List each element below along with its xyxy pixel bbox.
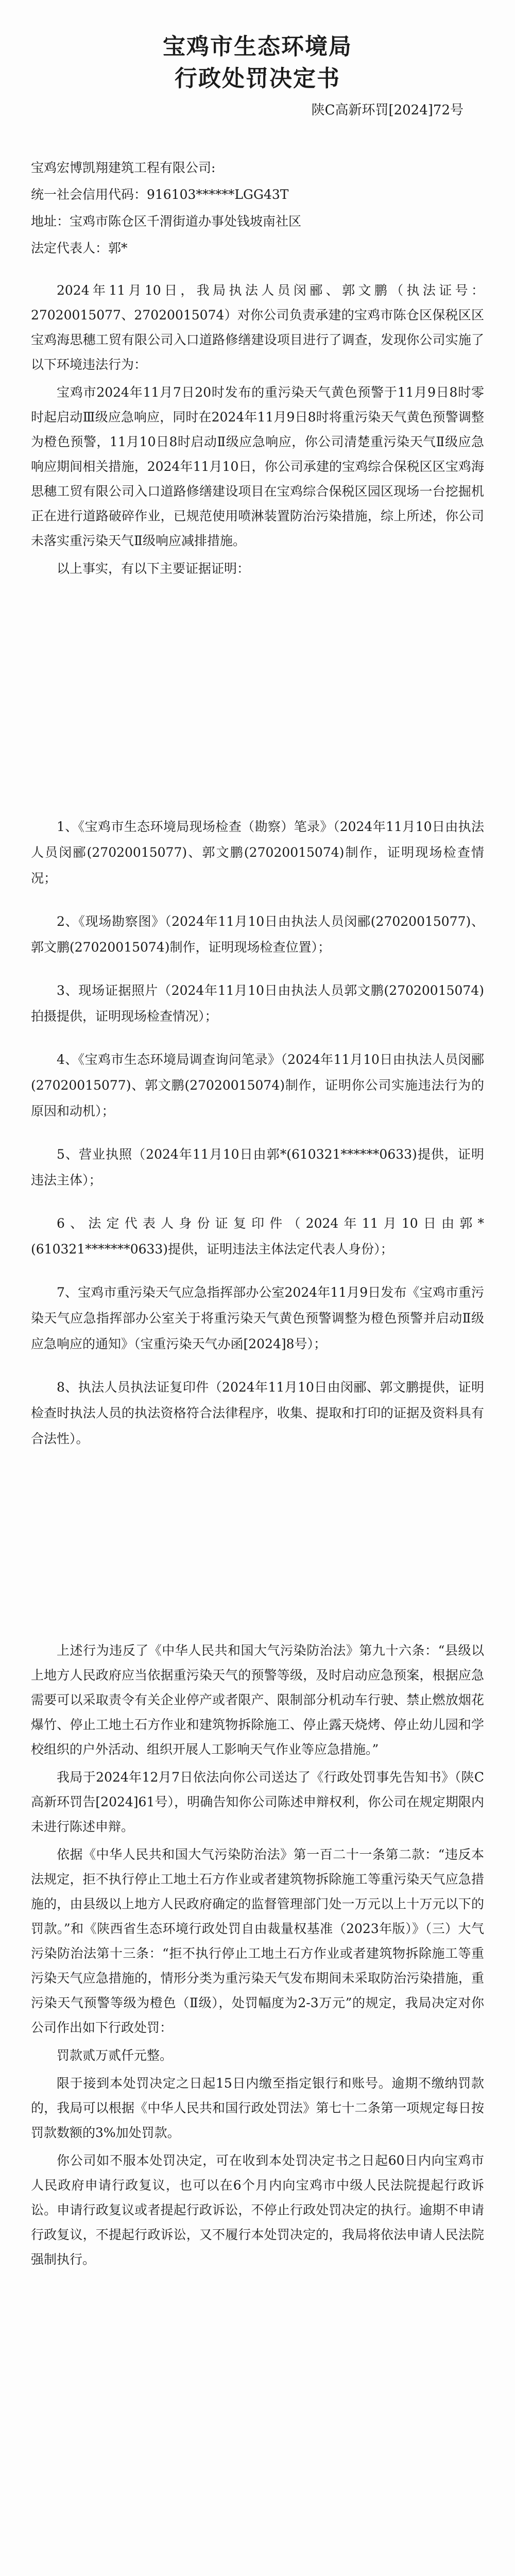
party-legal-rep: 法定代表人：郭* (31, 241, 128, 256)
evidence-item: 3、现场证据照片（2024年11月10日由执法人员郭文鹏(27020015074)拍摄提供，证明现场检查情况）； (31, 983, 484, 1024)
party-address: 地址：宝鸡市陈仓区千渭街道办事处钱坡南社区 (31, 214, 302, 229)
party-info (31, 155, 484, 262)
facts-paragraph-3: 以上事实，有以下主要证据证明： (57, 561, 250, 576)
evidence-item: 7、宝鸡市重污染天气应急指挥部办公室2024年11月9日发布《宝鸡市重污染天气应急指挥部办公室关于将重污染天气黄色预警调整为橙色预警并启动Ⅱ级应急响应的通知》（宝重污染天气办函[2024]8号）； (31, 1285, 484, 1351)
legal-basis-section (31, 1638, 484, 2275)
evidence-item: 5、营业执照（2024年11月10日由郭*(610321******0633)提供，证明违法主体）； (31, 1147, 484, 1188)
evidence-list (31, 814, 484, 1469)
evidence-item: 1、《宝鸡市生态环境局现场检查（勘察）笔录》（2024年11月10日由执法人员闵郦(27020015077)、郭文鹏(27020015074)制作，证明现场检查情况； (31, 819, 484, 886)
appeal-rights-paragraph: 你公司如不服本处罚决定，可在收到本处罚决定书之日起60日内向宝鸡市人民政府申请行政复议，也可以在6个月内向宝鸡市中级人民法院提起行政诉讼。申请行政复议或者提起行政诉讼，不停止行政处罚决定的执行。逾期不申请行政复议，不提起行政诉讼，又不履行本处罚决定的，我局将依法申请人民法院强制执行。 (31, 2153, 484, 2267)
evidence-item: 4、《宝鸡市生态环境局调查询问笔录》（2024年11月10日由执法人员闵郦(27020015077)、郭文鹏(27020015074)制作，证明你公司实施违法行为的原因和动机）； (31, 1052, 484, 1118)
evidence-item: 2、《现场勘察图》（2024年11月10日由执法人员闵郦(27020015077)、郭文鹏(27020015074)制作，证明现场检查位置）； (31, 914, 484, 955)
penalty-amount: 罚款贰万贰仟元整。 (57, 2048, 173, 2063)
title-block (31, 31, 484, 121)
issuer-title: 宝鸡市生态环境局 (163, 33, 352, 60)
party-name: 宝鸡宏博凯翔建筑工程有限公司: (31, 160, 216, 175)
evidence-item: 8、执法人员执法证复印件（2024年11月10日由闵郦、郭文鹏提供，证明检查时执法人员的执法资格符合法律程序，收集、提取和打印的证据及资料具有合法性）。 (31, 1380, 484, 1446)
violation-paragraph: 上述行为违反了《中华人民共和国大气污染防治法》第九十六条：“县级以上地方人民政府应当依据重污染天气的预警等级，及时启动应急预案，根据应急需要可以采取责令有关企业停产或者限产、限制部分机动车行驶、禁止燃放烟花爆竹、停止工地土石方作业和建筑物拆除施工、停止露天烧烤、停止幼儿园和学校组织的户外活动、组织开展人工影响天气作业等应急措施。” (31, 1643, 484, 1757)
evidence-item: 6、法定代表人身份证复印件（2024年11月10日由郭*(610321*******0633)提供，证明违法主体法定代表人身份）； (31, 1216, 484, 1257)
party-credit-code: 统一社会信用代码：916103******LGG43T (31, 187, 289, 202)
facts-section (31, 278, 484, 584)
penalty-basis-paragraph: 依据《中华人民共和国大气污染防治法》第一百二十一条第二款：“违反本法规定，拒不执行停止工地土石方作业或者建筑物拆除施工等重污染天气应急措施的，由县级以上地方人民政府确定的监督管理部门处一万元以上十万元以下的罚款。”和《陕西省生态环境行政处罚自由裁量权基准（2023年版）》（三）大气污染防治法第十三条：“拒不执行停止工地土石方作业或者建筑物拆除施工等重污染天气应急措施的，情形分类为重污染天气发布期间未采取防治污染措施，重污染天气预警等级为橙色（Ⅱ级），处罚幅度为2-3万元”的规定，我局决定对你公司作出如下行政处罚： (31, 1847, 484, 2035)
document-number: 陕C高新环罚[2024]72号 (311, 103, 464, 118)
facts-paragraph-1: 2024年11月10日，我局执法人员闵郦、郭文鹏（执法证号：27020015077、27020015074）对你公司负责承建的宝鸡市陈仓区保税区区宝鸡海思穗工贸有限公司入口道路修缮建设项目进行了调查，发现你公司实施了以下环境违法行为： (31, 283, 484, 372)
facts-paragraph-2: 宝鸡市2024年11月7日20时发布的重污染天气黄色预警于11月9日8时零时起启动Ⅲ级应急响应，同时在2024年11月9日8时将重污染天气黄色预警调整为橙色预警，11月10日8时启动Ⅱ级应急响应，你公司清楚重污染天气Ⅱ级应急响应期间相关措施，2024年11月10日，你公司承建的宝鸡综合保税区区宝鸡海思穗工贸有限公司入口道路修缮建设项目在宝鸡综合保税区园区现场一台挖掘机正在进行道路破碎作业，已规范使用喷淋装置防治污染措施，综上所述，你公司未落实重污染天气Ⅱ级响应减排措施。 (31, 385, 484, 548)
document-title: 行政处罚决定书 (175, 65, 340, 92)
payment-deadline-paragraph: 限于接到本处罚决定之日起15日内缴至指定银行和账号。逾期不缴纳罚款的，我局可以根据《中华人民共和国行政处罚法》第七十二条第一项规定每日按罚款数额的3%加处罚款。 (31, 2076, 484, 2140)
notice-paragraph: 我局于2024年12月7日依法向你公司送达了《行政处罚事先告知书》（陕C高新环罚告[2024]61号），明确告知你公司陈述申辩权利，你公司在规定期限内未进行陈述申辩。 (31, 1770, 484, 1834)
